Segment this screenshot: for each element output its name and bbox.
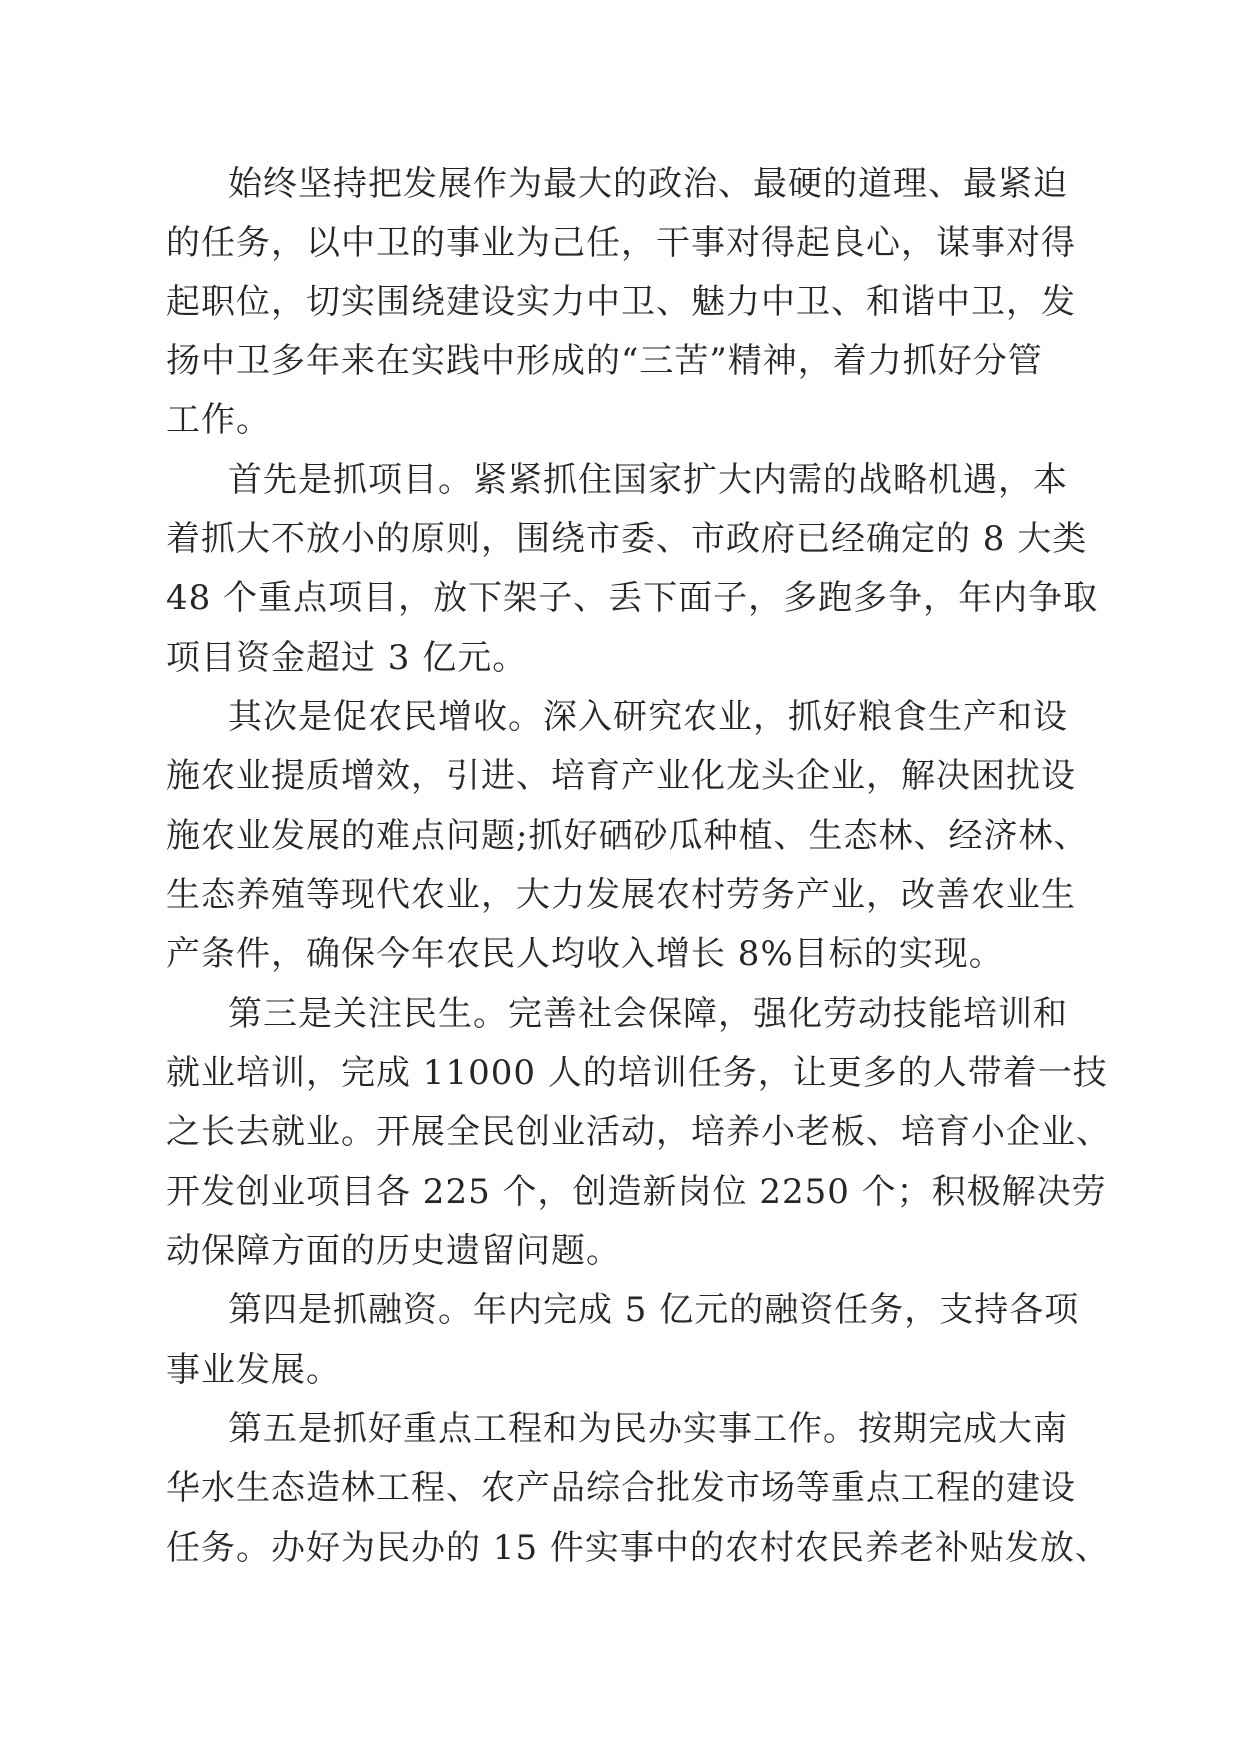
text-line: 起职位，切实围绕建设实力中卫、魅力中卫、和谐中卫，发: [166, 282, 1076, 322]
text-line: 动保障方面的历史遗留问题。: [166, 1231, 621, 1271]
text-line: 第五是抓好重点工程和为民办实事工作。按期完成大南: [228, 1409, 1068, 1449]
text-line: 就业培训，完成 11000 人的培训任务，让更多的人带着一技: [166, 1053, 1108, 1093]
text-line: 事业发展。: [166, 1350, 341, 1390]
text-line: 始终坚持把发展作为最大的政治、最硬的道理、最紧迫: [228, 164, 1068, 204]
text-line: 扬中卫多年来在实践中形成的“三苦”精神，着力抓好分管: [166, 341, 1043, 381]
text-line: 项目资金超过 3 亿元。: [166, 638, 528, 678]
text-line: 华水生态造林工程、农产品综合批发市场等重点工程的建设: [166, 1468, 1076, 1508]
text-line: 第三是关注民生。完善社会保障，强化劳动技能培训和: [228, 994, 1068, 1034]
text-line: 的任务，以中卫的事业为己任，干事对得起良心，谋事对得: [166, 223, 1076, 263]
text-line: 首先是抓项目。紧紧抓住国家扩大内需的战略机遇，本: [228, 460, 1068, 500]
text-line: 工作。: [166, 400, 271, 440]
text-line: 之长去就业。开展全民创业活动，培养小老板、培育小企业、: [166, 1112, 1111, 1152]
text-line: 生态养殖等现代农业，大力发展农村劳务产业，改善农业生: [166, 875, 1076, 915]
text-line: 任务。办好为民办的 15 件实事中的农村农民养老补贴发放、: [166, 1528, 1110, 1568]
text-line: 着抓大不放小的原则，围绕市委、市政府已经确定的 8 大类: [166, 519, 1088, 559]
text-line: 48 个重点项目，放下架子、丢下面子，多跑多争，年内争取: [166, 578, 1099, 618]
text-line: 施农业发展的难点问题;抓好硒砂瓜种植、生态林、经济林、: [166, 816, 1089, 856]
text-line: 开发创业项目各 225 个，创造新岗位 2250 个；积极解决劳: [166, 1172, 1107, 1212]
text-line: 其次是促农民增收。深入研究农业，抓好粮食生产和设: [228, 697, 1068, 737]
text-line: 施农业提质增效，引进、培育产业化龙头企业，解决困扰设: [166, 756, 1076, 796]
text-line: 产条件，确保今年农民人均收入增长 8%目标的实现。: [166, 934, 1004, 974]
text-line: 第四是抓融资。年内完成 5 亿元的融资任务，支持各项: [228, 1290, 1080, 1330]
